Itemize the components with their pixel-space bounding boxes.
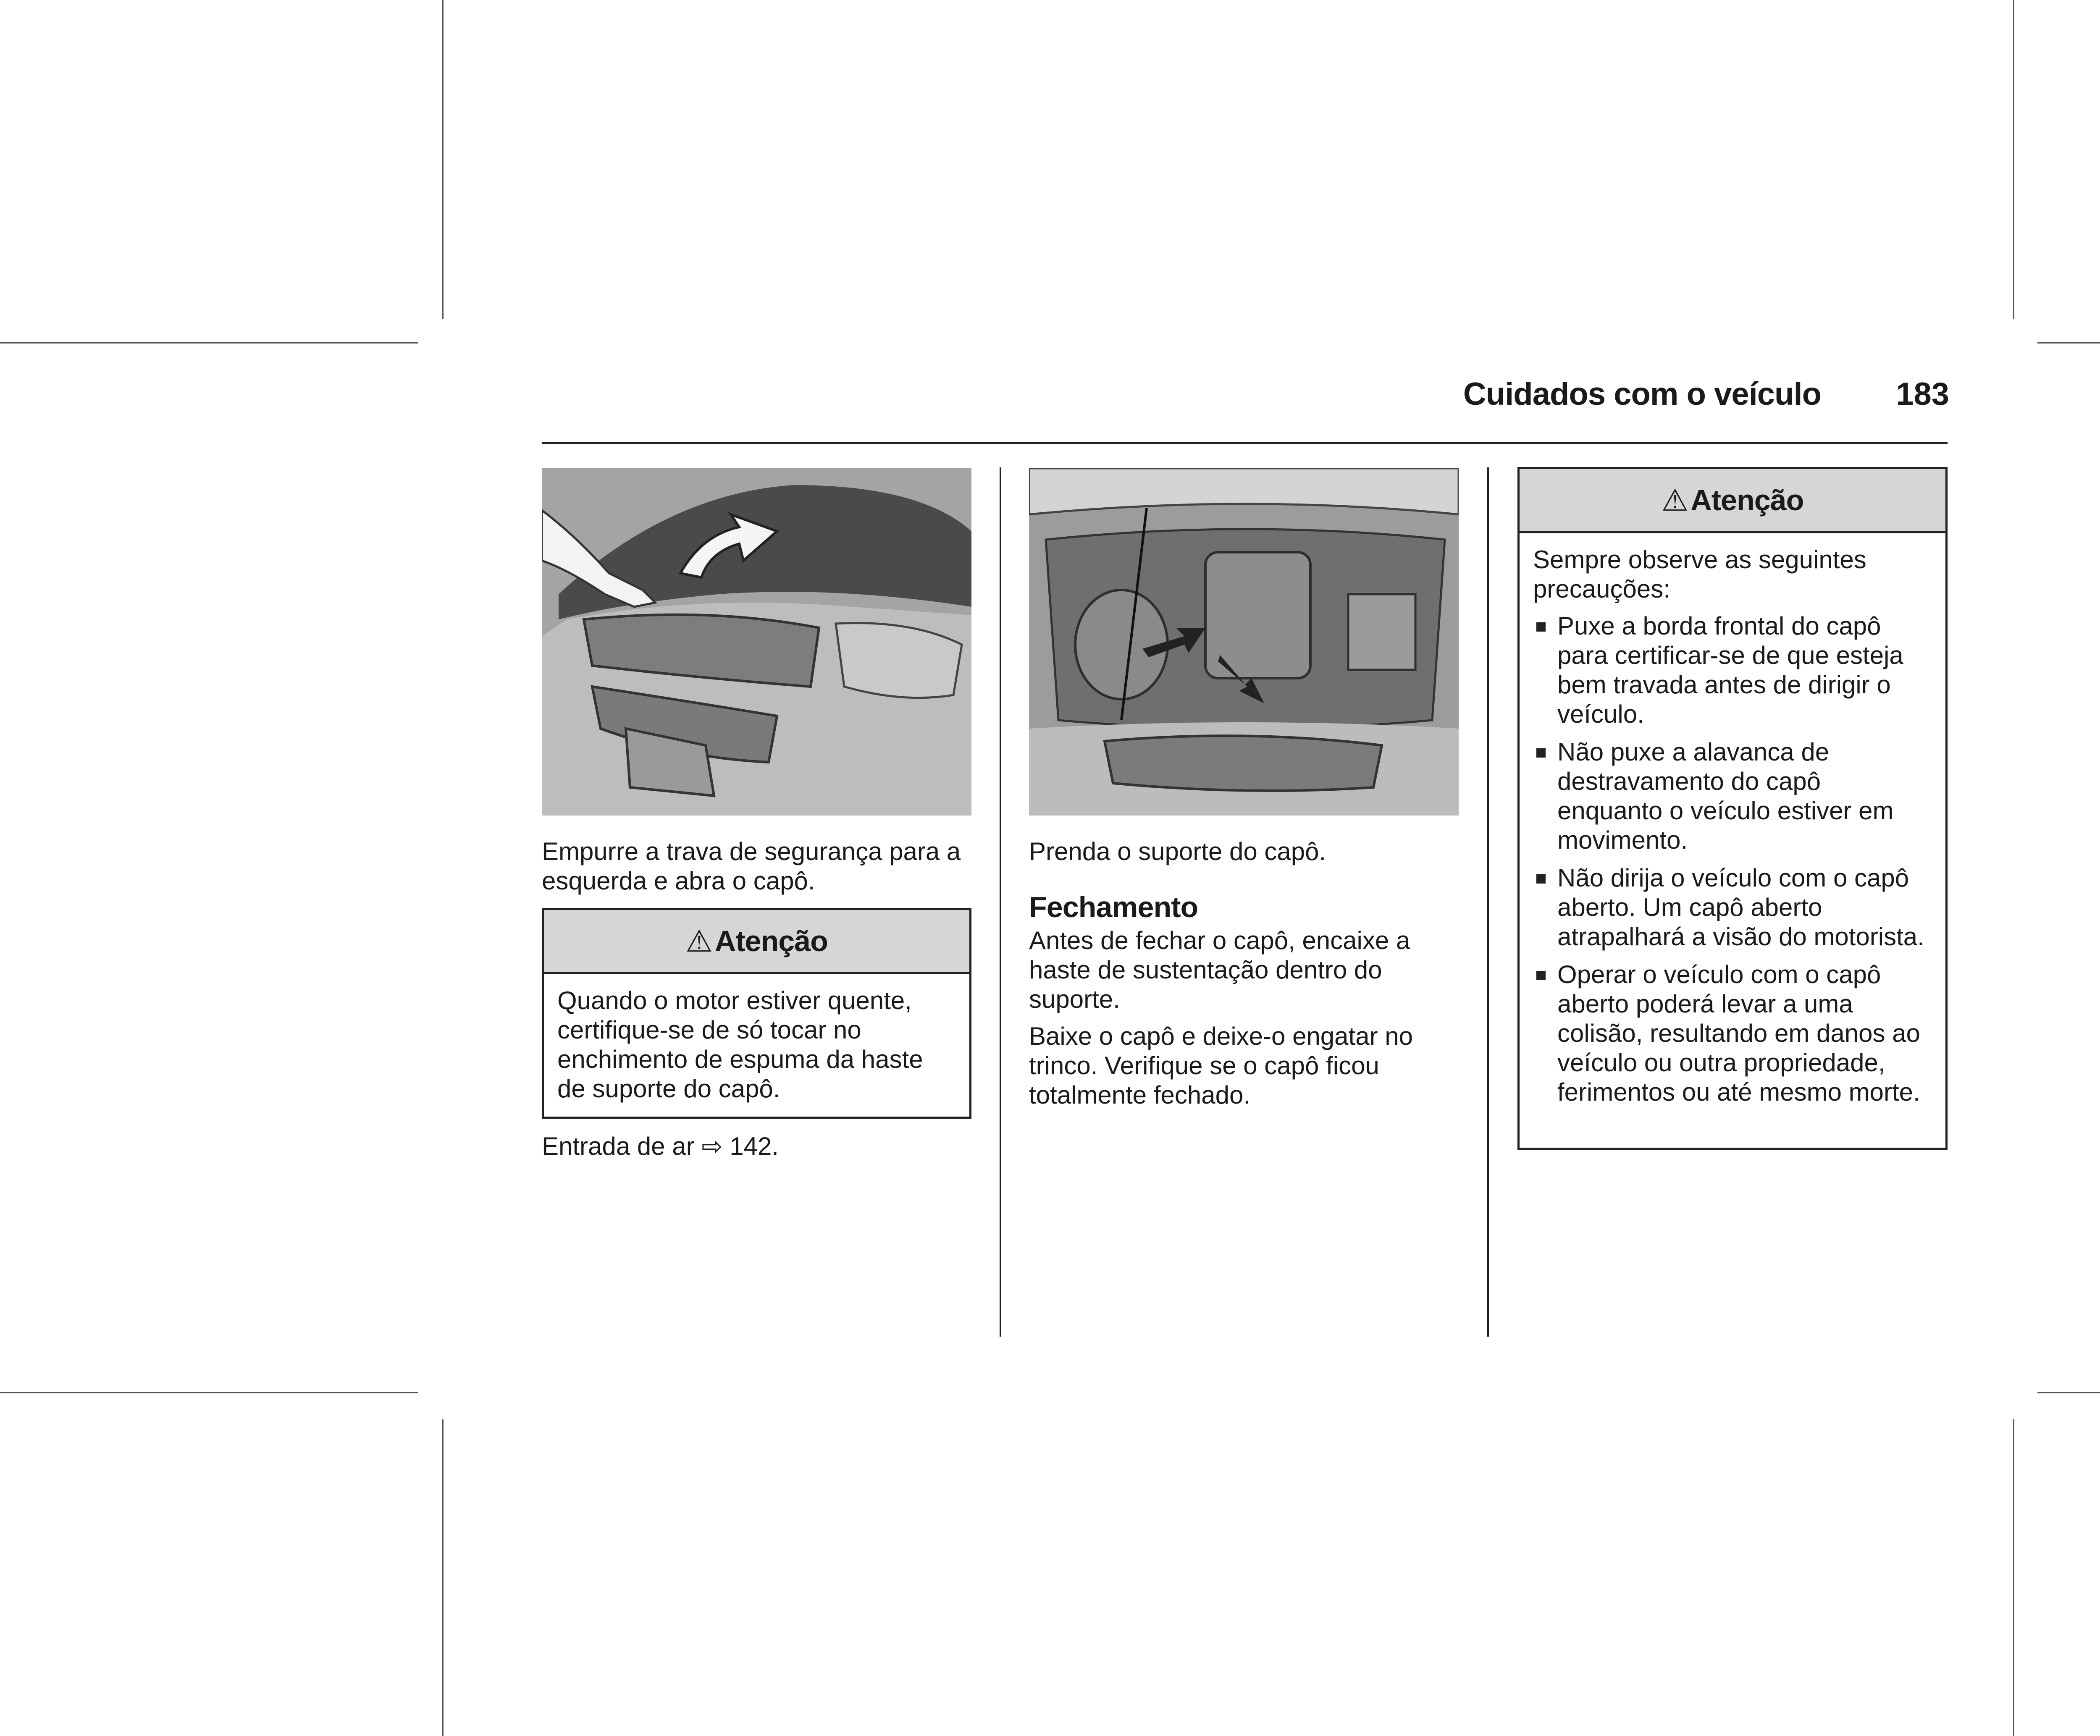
col3-warning-box [1517, 467, 1948, 1150]
list-item: Puxe a borda frontal do capô para certificar-se de que esteja bem travada antes de dirigir o veículo. [1533, 611, 1932, 729]
column-divider [1000, 467, 1001, 1337]
page-header-title: Cuidados com o veículo [1463, 376, 1821, 412]
crop-mark [2013, 1419, 2014, 1736]
crop-mark [2037, 342, 2100, 344]
hood-release-figure [542, 468, 971, 816]
list-item: Operar o veículo com o capô aberto poderá levar a uma colisão, resultando em danos ao veículo ou outra propriedade, ferimentos ou até mesmo morte. [1533, 960, 1932, 1107]
hood-support-figure [1029, 468, 1459, 816]
header-rule [542, 442, 1948, 444]
warning-body [544, 974, 969, 1120]
engine-bay-support-rod-illustration [1029, 468, 1459, 816]
warning-triangle-icon: ⚠ [685, 925, 712, 958]
col1-reference [542, 1132, 979, 1169]
reference-page-link[interactable]: 142. [730, 1132, 779, 1160]
closing-paragraph-2: Baixe o capô e deixe-o engatar no trinco. Verifique se o capô ficou totalmente fechado. [1029, 1022, 1413, 1109]
warning-triangle-icon: ⚠ [1661, 484, 1688, 517]
warning-title: Atenção [1690, 484, 1804, 517]
car-front-hood-open-illustration [542, 468, 971, 816]
column-divider [1487, 467, 1489, 1337]
page-number: 183 [1896, 376, 1949, 412]
precautions-list [1533, 611, 1932, 1107]
warning-text: Quando o motor estiver quente, certifique-se de só tocar no enchimento de espuma da haste de suporte do capô. [557, 986, 923, 1103]
list-item: Não puxe a alavanca de destravamento do capô enquanto o veículo estiver em movimento. [1533, 737, 1932, 855]
warning-body [1520, 533, 1945, 1124]
warning-header [1520, 469, 1945, 533]
col1-warning-box [542, 908, 971, 1119]
col1-caption: Empurre a trava de segurança para a esquerda e abra o capô. [542, 837, 961, 895]
crop-mark [2037, 1392, 2100, 1393]
crop-mark [442, 0, 444, 319]
warning-title: Atenção [714, 925, 828, 957]
crop-mark [2013, 0, 2014, 319]
reference-text: Entrada de ar [542, 1132, 695, 1160]
page-reference-arrow-icon: ⇨ [701, 1132, 723, 1160]
col2-caption: Prenda o suporte do capô. [1029, 837, 1326, 865]
closing-paragraph-1: Antes de fechar o capô, encaixe a haste de sustentação dentro do suporte. [1029, 926, 1410, 1013]
crop-mark [0, 1392, 418, 1393]
crop-mark [0, 342, 418, 344]
list-item: Não dirija o veículo com o capô aberto. Um capô aberto atrapalhará a visão do motorista. [1533, 863, 1932, 952]
warning-intro: Sempre observe as seguintes precauções: [1533, 545, 1866, 603]
crop-mark [442, 1419, 444, 1736]
closing-section-heading: Fechamento [1029, 891, 1198, 923]
col2-body [1029, 926, 1466, 1117]
warning-header [544, 910, 969, 974]
